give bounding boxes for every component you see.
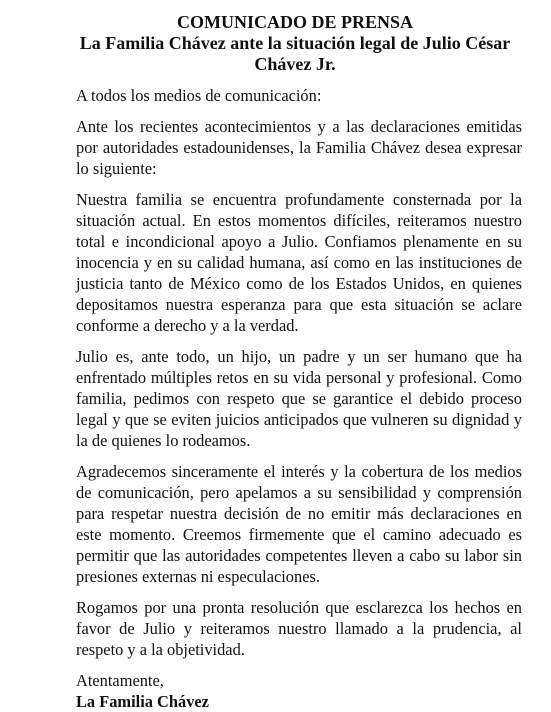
paragraph-resolution: Rogamos por una pronta resolución que esclarezca los hechos en favor de Julio y reiteramos nuestro llamado a la prudencia, al respeto y a la objetividad.	[76, 598, 522, 659]
paragraph-due-process: Julio es, ante todo, un hijo, un padre y un ser humano que ha enfrentado múltiples retos en su vida personal y profesional. Como familia, pedimos con respeto que se garantice el debido proceso legal y que se eviten juicios anticipados que vulneren su dignidad y la de quienes lo rodeamos.	[76, 347, 522, 450]
signature: La Familia Chávez	[76, 692, 209, 711]
document-subtitle-line-1: La Familia Chávez ante la situación legal de Julio César	[79, 33, 511, 53]
paragraph-support: Nuestra familia se encuentra profundamente consternada por la situación actual. En estos momentos difíciles, reiteramos nuestro total e incondicional apoyo a Julio. Confiamos plenamente en su inocencia y en su calidad humana, así como en las instituciones de justicia tanto de México como de los Estados Unidos, en quienes depositamos nuestra esperanza para que esta situación se aclare conforme a derecho y a la verdad.	[76, 190, 522, 335]
closing-salutation: Atentamente,	[76, 671, 164, 690]
paragraph-media: Agradecemos sinceramente el interés y la cobertura de los medios de comunicación, pero apelamos a su sensibilidad y comprensión para respetar nuestra decisión de no emitir más declaraciones en este momento. Creemos firmemente que el camino adecuado es permitir que las autoridades competentes lleven a cabo su labor sin presiones externas ni especulaciones.	[76, 462, 522, 586]
document-heading: COMUNICADO DE PRENSA	[176, 12, 413, 32]
document-body	[76, 85, 522, 660]
paragraph-intro: Ante los recientes acontecimientos y a las declaraciones emitidas por autoridades estadounidenses, la Familia Chávez desea expresar lo siguiente:	[76, 117, 522, 178]
document-header	[68, 12, 522, 75]
closing-block	[76, 670, 522, 712]
document-subtitle-line-2: Chávez Jr.	[254, 54, 336, 74]
greeting: A todos los medios de comunicación:	[76, 86, 322, 105]
